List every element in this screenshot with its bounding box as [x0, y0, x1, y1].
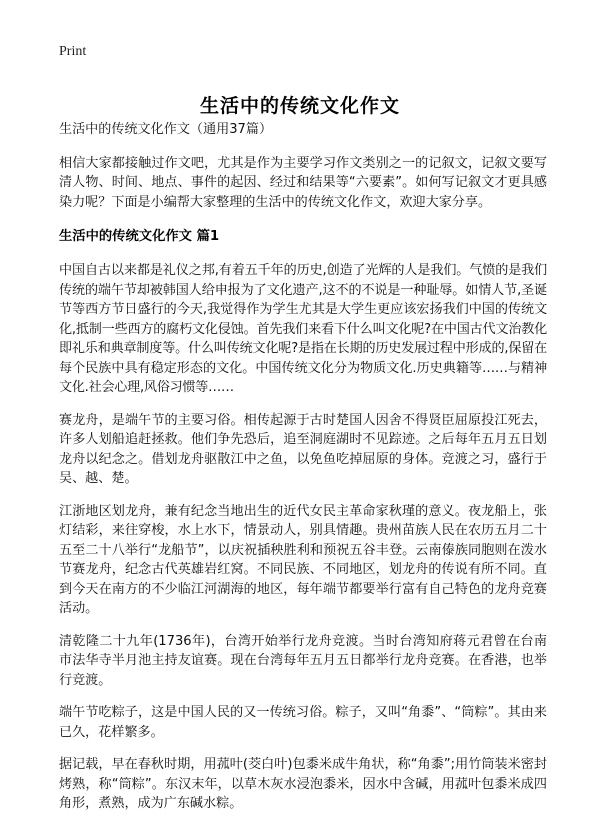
document-subtitle: 生活中的传统文化作文（通用37篇） [59, 122, 273, 137]
section-heading: 生活中的传统文化作文 篇1 [59, 229, 220, 244]
intro-paragraph: 相信大家都接触过作文吧，尤其是作为主要学习作文类别之一的记叙文，记叙文要写清人物、时间、地点、事件的起因、经过和结果等“六要素”。如何写记叙文才更具感染力呢？下面是小编帮大家整理的生活中的传统文化作文，欢迎大家分享。 [59, 155, 547, 210]
body-paragraph: 中国自古以来都是礼仪之邦,有着五千年的历史,创造了光辉的人是我们。气愤的是我们传统的端午节却被韩国人给申报为了文化遗产,这不的不说是一种耻辱。如情人节,圣诞节等西方节日盛行的今天,我觉得作为学生尤其是大学生更应该宏扬我们中国的传统文化,抵制一些西方的腐朽文化侵蚀。首先我们来看下什么叫文化呢?在中国古代文治教化即礼乐和典章制度等。什么叫传统文化呢?是指在长期的历史发展过程中形成的,保留在每个民族中具有稳定形态的文化。中国传统文化分为物质文化.历史典籍等……与精神文化.社会心理,风俗习惯等…… [59, 263, 547, 395]
body-paragraph: 江浙地区划龙舟，兼有纪念当地出生的近代女民主革命家秋瑾的意义。夜龙船上，张灯结彩，来往穿梭，水上水下，情景动人，别具情趣。贵州苗族人民在农历五月二十五至二十八举行“龙船节”，以庆祝插秧胜利和预祝五谷丰登。云南傣族同胞则在泼水节赛龙舟，纪念古代英雄岩红窝。不同民族、不同地区，划龙舟的传说有所不同。直到今天在南方的不少临江河湖海的地区，每年端节都要举行富有自己特色的龙舟竞赛活动。 [59, 503, 547, 616]
body-paragraph: 赛龙舟，是端午节的主要习俗。相传起源于古时楚国人因舍不得贤臣屈原投江死去，许多人划船追赶拯救。他们争先恐后，追至洞庭湖时不见踪迹。之后每年五月五日划龙舟以纪念之。借划龙舟驱散江中之鱼，以免鱼吃掉屈原的身体。竞渡之习，盛行于吴、越、楚。 [59, 412, 547, 486]
body-paragraph: 端午节吃粽子，这是中国人民的又一传统习俗。粽子，又叫“角黍”、“筒粽”。其由来已久，花样繁多。 [59, 705, 547, 740]
body-paragraph: 据记载，早在春秋时期，用菰叶(茭白叶)包黍米成牛角状，称“角黍”;用竹筒装米密封烤熟，称“筒粽”。东汉末年，以草木灰水浸泡黍米，因水中含碱，用菰叶包黍米成四角形，煮熟，成为广东碱水粽。 [59, 757, 547, 811]
print-label: Print [59, 44, 87, 59]
body-paragraph: 清乾隆二十九年(1736年)，台湾开始举行龙舟竞渡。当时台湾知府蒋元君曾在台南市法华寺半月池主持友谊赛。现在台湾每年五月五日都举行龙舟竞赛。在香港，也举行竞渡。 [59, 633, 547, 688]
document-body [59, 120, 547, 827]
page-title: 生活中的传统文化作文 [199, 94, 400, 117]
